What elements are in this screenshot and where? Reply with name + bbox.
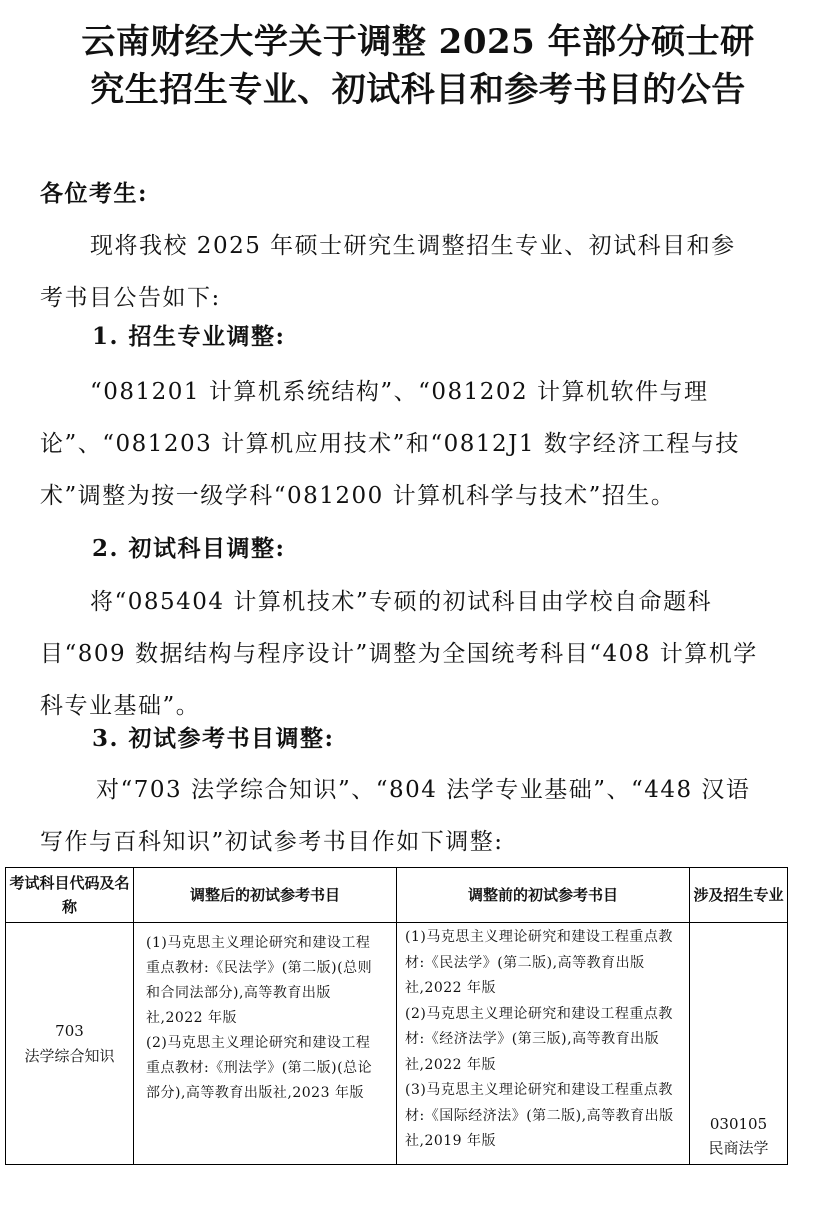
header-before: 调整前的初试参考书目 — [397, 868, 690, 923]
page-title — [0, 18, 836, 114]
section-1-heading: 1. 招生专业调整: — [92, 323, 286, 350]
header-after: 调整后的初试参考书目 — [134, 868, 397, 923]
greeting: 各位考生: — [40, 180, 148, 207]
section-3-body: 对“703 法学综合知识”、“804 法学专业基础”、“448 汉语写作与百科知识”初试参考书目作如下调整: — [40, 777, 751, 855]
before-book-2: (2)马克思主义理论研究和建设工程重点教材:《经济法学》(第三版),高等教育出版社,2022 年版 — [405, 1005, 673, 1073]
section-2-heading: 2. 初试科目调整: — [92, 535, 286, 562]
intro-paragraph: 现将我校 2025 年硕士研究生调整招生专业、初试科目和参考书目公告如下: — [40, 233, 736, 311]
table-header-row — [6, 868, 788, 923]
before-book-1: (1)马克思主义理论研究和建设工程重点教材:《民法学》(第二版),高等教育出版社,2022 年版 — [405, 929, 673, 996]
table-row — [6, 923, 788, 1165]
major-cell — [690, 923, 788, 1165]
after-books-cell — [134, 923, 397, 1165]
title-line-1: 云南财经大学关于调整 2025 年部分硕士研 — [81, 22, 755, 62]
after-book-1: (1)马克思主义理论研究和建设工程重点教材:《民法学》(第二版)(总则和合同法部分),高等教育出版社,2022 年版 — [146, 935, 373, 1026]
major-code: 030105 — [709, 1115, 768, 1133]
reference-book-table — [5, 867, 788, 1165]
major-name: 民商法学 — [708, 1139, 769, 1157]
section-3-heading: 3. 初试参考书目调整: — [92, 725, 335, 752]
subject-code: 703 — [55, 1021, 84, 1040]
before-books-cell — [397, 923, 690, 1165]
after-book-2: (2)马克思主义理论研究和建设工程重点教材:《刑法学》(第二版)(总论部分),高等教育出版社,2023 年版 — [146, 1035, 373, 1101]
before-book-3: (3)马克思主义理论研究和建设工程重点教材:《国际经济法》(第二版),高等教育出版社,2019 年版 — [405, 1082, 674, 1149]
subject-name: 法学综合知识 — [24, 1046, 115, 1065]
section-1-body: “081201 计算机系统结构”、“081202 计算机软件与理论”、“081203 计算机应用技术”和“0812J1 数字经济工程与技术”调整为按一级学科“081200 计算机科学与技术”招生。 — [40, 379, 740, 509]
section-2-body: 将“085404 计算机技术”专硕的初试科目由学校自命题科目“809 数据结构与程序设计”调整为全国统考科目“408 计算机学科专业基础”。 — [40, 589, 758, 719]
header-subject: 考试科目代码及名称 — [6, 868, 134, 923]
subject-cell — [6, 923, 134, 1165]
title-line-2: 究生招生专业、初试科目和参考书目的公告 — [90, 70, 746, 110]
header-major: 涉及招生专业 — [690, 868, 788, 923]
